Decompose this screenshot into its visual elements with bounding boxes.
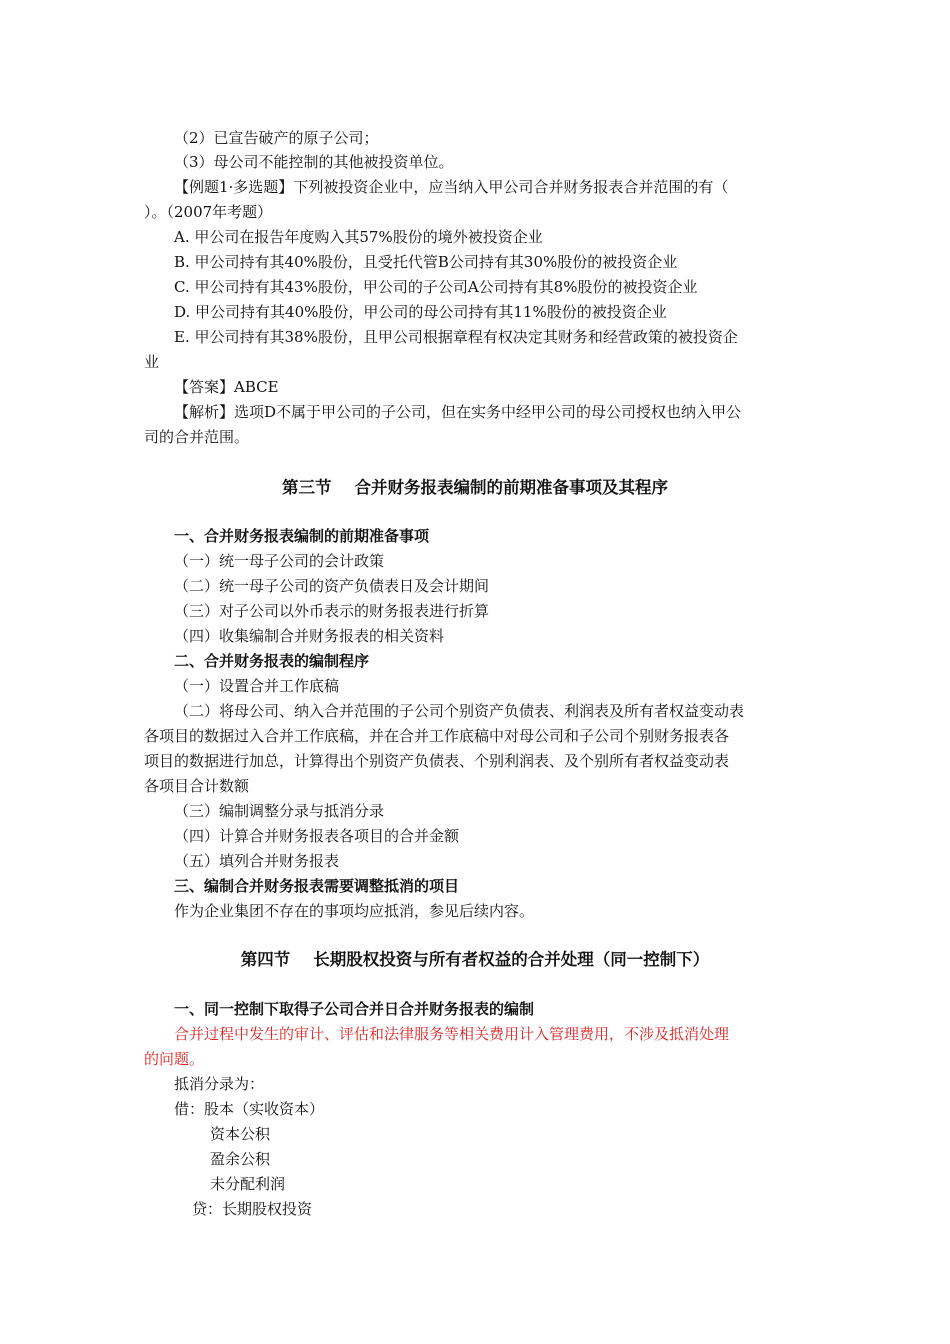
- paragraph: 作为企业集团不存在的事项均应抵消，参见后续内容。: [174, 902, 535, 920]
- list-item: （2）已宣告破产的原子公司；: [174, 129, 379, 147]
- list-item-cont: 项目的数据进行加总，计算得出个别资产负债表、个别利润表、及个别所有者权益变动表: [144, 752, 730, 770]
- list-item: （五）填列合并财务报表: [174, 852, 340, 870]
- credit-account: 长期股权投资: [222, 1200, 313, 1218]
- analysis-tag: 【解析】: [174, 403, 235, 421]
- example-question-line: [174, 176, 728, 198]
- option-e: E. 甲公司持有其38%股份，且甲公司根据章程有权决定其财务和经营政策的被投资企: [174, 328, 738, 346]
- option-e-cont: 业: [144, 353, 160, 371]
- example-question-cont: ）。（2007年考题）: [144, 203, 273, 221]
- list-item: （一）统一母子公司的会计政策: [174, 552, 385, 570]
- list-item-cont: 各项目合计数额: [144, 777, 250, 795]
- debit-line: [174, 1098, 324, 1120]
- answer-line: [174, 376, 279, 398]
- entry-intro: 抵消分录为：: [174, 1075, 265, 1093]
- debit-label: 借：: [174, 1100, 205, 1118]
- list-item: （四）收集编制合并财务报表的相关资料: [174, 627, 445, 645]
- subsection-heading: 一、同一控制下取得子公司合并日合并财务报表的编制: [174, 1000, 535, 1018]
- credit-line: [192, 1198, 312, 1220]
- option-d: D. 甲公司持有其40%股份，甲公司的母公司持有其11%股份的被投资企业: [174, 303, 667, 321]
- option-c: C. 甲公司持有其43%股份，甲公司的子公司A公司持有其8%股份的被投资企业: [174, 278, 698, 296]
- list-item: （二）将母公司、纳入合并范围的子公司个别资产负债表、利润表及所有者权益变动表: [174, 702, 745, 720]
- debit-account: 盈余公积: [210, 1150, 271, 1168]
- option-a: A. 甲公司在报告年度购入其57%股份的境外被投资企业: [174, 228, 543, 246]
- answer-value: ABCE: [234, 378, 279, 396]
- subsection-heading: 一、合并财务报表编制的前期准备事项: [174, 527, 430, 545]
- answer-tag: 【答案】: [174, 378, 235, 396]
- section-title: 第四节 长期股权投资与所有者权益的合并处理（同一控制下）: [240, 950, 710, 969]
- list-item-cont: 各项目的数据过入合并工作底稿，并在合并工作底稿中对母公司和子公司个别财务报表各: [144, 727, 730, 745]
- example-question-text: 下列被投资企业中，应当纳入甲公司合并财务报表合并范围的有（: [293, 178, 729, 196]
- credit-label: 贷：: [192, 1200, 223, 1218]
- list-item: （三）编制调整分录与抵消分录: [174, 802, 385, 820]
- list-item: （一）设置合并工作底稿: [174, 677, 340, 695]
- debit-account: 资本公积: [210, 1125, 271, 1143]
- debit-account: 股本（实收资本）: [204, 1100, 325, 1118]
- list-item: （3）母公司不能控制的其他被投资单位。: [174, 153, 454, 171]
- list-item: （二）统一母子公司的资产负债表日及会计期间: [174, 577, 490, 595]
- analysis-line: [174, 401, 741, 423]
- highlight-note-cont: 的问题。: [144, 1050, 205, 1068]
- analysis-text: 选项D不属于甲公司的子公司，但在实务中经甲公司的母公司授权也纳入甲公: [234, 403, 742, 421]
- list-item: （三）对子公司以外币表示的财务报表进行折算: [174, 602, 490, 620]
- analysis-cont: 司的合并范围。: [144, 428, 250, 446]
- highlight-note: 合并过程中发生的审计、评估和法律服务等相关费用计入管理费用，不涉及抵消处理: [174, 1025, 730, 1043]
- subsection-heading: 三、编制合并财务报表需要调整抵消的项目: [174, 877, 460, 895]
- subsection-heading: 二、合并财务报表的编制程序: [174, 652, 370, 670]
- option-b: B. 甲公司持有其40%股份，且受托代管B公司持有其30%股份的被投资企业: [174, 253, 678, 271]
- debit-account: 未分配利润: [210, 1175, 286, 1193]
- example-tag: 【例题1·多选题】: [174, 178, 294, 196]
- list-item: （四）计算合并财务报表各项目的合并金额: [174, 827, 460, 845]
- section-title: 第三节 合并财务报表编制的前期准备事项及其程序: [282, 478, 668, 497]
